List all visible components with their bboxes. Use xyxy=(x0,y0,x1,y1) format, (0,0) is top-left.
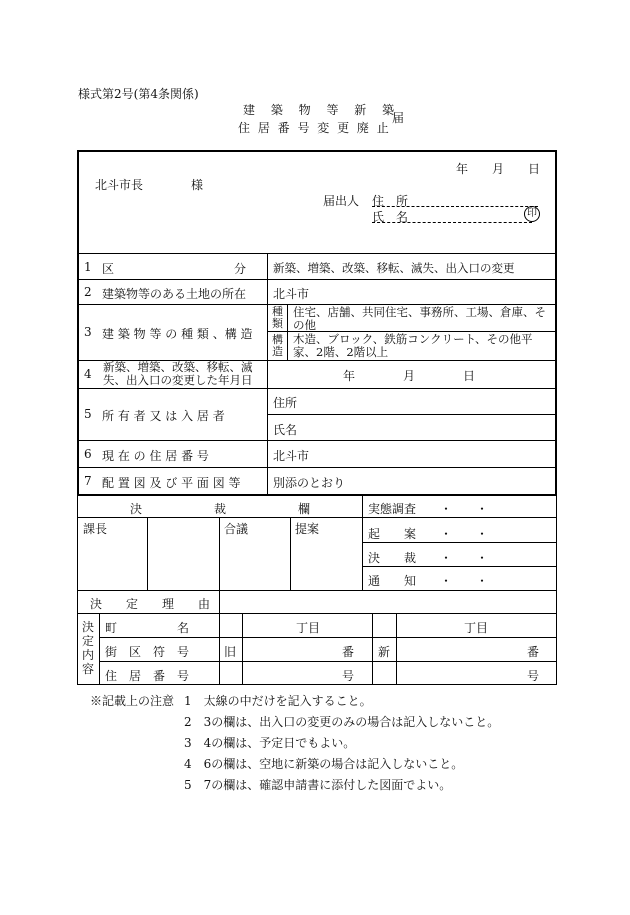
row6-label: 現 在 の 住 居 番 号 xyxy=(102,449,209,463)
title-suffix: 届 xyxy=(392,111,405,125)
label-house: 住 居 番 号 xyxy=(105,669,190,683)
row7-value[interactable]: 別添のとおり xyxy=(273,476,346,490)
title-line1: 建 築 物 等 新 築 xyxy=(243,103,401,117)
form-number: 様式第2号(第4条関係) xyxy=(78,87,199,101)
row6-value[interactable]: 北斗市 xyxy=(273,449,310,463)
row4-value[interactable]: 年 月 日 xyxy=(343,369,476,383)
applicant-label: 届出人 xyxy=(323,194,360,208)
approve-label: 決 裁 xyxy=(368,551,417,565)
note-2: 2 3の欄は、出入口の変更のみの場合は記入しないこと。 xyxy=(184,715,500,729)
row1-value[interactable]: 新築、増築、改築、移転、滅失、出入口の変更 xyxy=(273,261,515,275)
name-label: 氏 名 xyxy=(372,210,409,224)
reason-label: 決 定 理 由 xyxy=(90,597,211,611)
seal-mark: 印 xyxy=(524,206,540,222)
note-1: 1 太線の中だけを記入すること。 xyxy=(184,694,372,708)
label-town: 町 名 xyxy=(105,621,190,635)
row3-sub2-label: 構造 xyxy=(272,333,283,358)
approve-dots[interactable]: ・ ・ xyxy=(440,551,489,565)
row1-num: 1 xyxy=(84,260,92,274)
old-go[interactable]: 号 xyxy=(342,669,355,683)
addressee: 北斗市長 様 xyxy=(95,178,204,192)
old-label: 旧 xyxy=(224,645,237,659)
row4-label: 新築、増築、改築、移転、滅失、出入口の変更した年月日 xyxy=(103,360,253,387)
new-label: 新 xyxy=(378,645,391,659)
row2-num: 2 xyxy=(84,285,92,299)
label-block: 街 区 符 号 xyxy=(105,645,190,659)
old-ban[interactable]: 番 xyxy=(342,645,355,659)
row5-address[interactable]: 住所 xyxy=(273,396,298,410)
decision-header: 決 裁 欄 xyxy=(130,502,311,516)
row3-sub1-value[interactable]: 住宅、店舗、共同住宅、事務所、工場、倉庫、その他 xyxy=(293,305,546,332)
row3-sub1-label: 種類 xyxy=(272,305,283,330)
row7-num: 7 xyxy=(84,474,92,488)
notify-dots[interactable]: ・ ・ xyxy=(440,574,489,588)
new-chome[interactable]: 丁目 xyxy=(464,621,489,635)
old-chome[interactable]: 丁目 xyxy=(296,621,321,635)
row2-value[interactable]: 北斗市 xyxy=(273,287,310,301)
address-label: 住 所 xyxy=(372,194,409,208)
start-label: 起 案 xyxy=(368,527,417,541)
row5-name[interactable]: 氏名 xyxy=(273,423,298,437)
row5-num: 5 xyxy=(84,407,92,421)
start-dots[interactable]: ・ ・ xyxy=(440,527,489,541)
row5-label: 所 有 者 又 は 入 居 者 xyxy=(102,409,225,423)
note-5: 5 7の欄は、確認申請書に添付した図面でよい。 xyxy=(184,778,452,792)
content-label: 決定内容 xyxy=(82,620,95,676)
note-3: 3 4の欄は、予定日でもよい。 xyxy=(184,736,356,750)
row3-label: 建 築 物 等 の 種 類 、構 造 xyxy=(102,327,253,341)
name-field[interactable] xyxy=(372,208,532,223)
new-ban[interactable]: 番 xyxy=(527,645,540,659)
notify-label: 通 知 xyxy=(368,574,417,588)
row3-sub2-value[interactable]: 木造、ブロック、鉄筋コンクリート、その他平家、2階、2階以上 xyxy=(293,332,533,359)
row1-label: 区 分 xyxy=(102,262,247,276)
row2-label: 建築物等のある土地の所在 xyxy=(102,287,247,301)
row4-num: 4 xyxy=(84,367,92,381)
cell-gougi[interactable]: 合議 xyxy=(224,522,249,536)
new-go[interactable]: 号 xyxy=(527,669,540,683)
note-4: 4 6の欄は、空地に新築の場合は記入しないこと。 xyxy=(184,757,464,771)
notes-heading: ※記載上の注意 xyxy=(90,694,175,708)
survey-dots[interactable]: ・ ・ xyxy=(440,502,489,516)
cell-kacho[interactable]: 課長 xyxy=(83,522,108,536)
address-field[interactable] xyxy=(372,192,538,207)
survey-label: 実態調査 xyxy=(368,502,417,516)
row7-label: 配 置 図 及 び 平 面 図 等 xyxy=(102,476,241,490)
cell-teian[interactable]: 提案 xyxy=(295,522,320,536)
row3-num: 3 xyxy=(84,325,92,339)
row6-num: 6 xyxy=(84,447,92,461)
date-field[interactable]: 年 月 日 xyxy=(456,162,541,176)
title-line2: 住 居 番 号 変 更 廃 止 xyxy=(238,121,391,135)
